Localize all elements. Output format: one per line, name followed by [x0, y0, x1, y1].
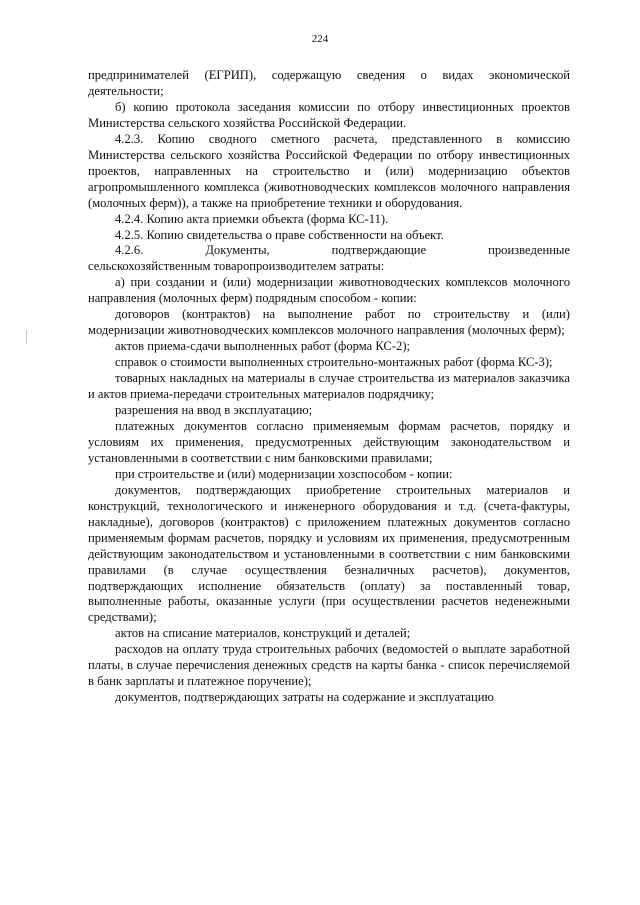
document-body [88, 68, 570, 706]
paragraph: расходов на оплату труда строительных рабочих (ведомостей о выплате заработной платы, в случае перечисления денежных средств на карты банка - список перечисляемой в банк зарплаты и платежное поручение); [88, 642, 570, 689]
paragraph: актов приема-сдачи выполненных работ (форма КС-2); [115, 339, 411, 354]
page-number: 224 [311, 33, 329, 45]
paragraph: б) копию протокола заседания комиссии по отбору инвестиционных проектов Министерства сельского хозяйства Российской Федерации. [88, 99, 570, 130]
paragraph: 4.2.4. Копию акта приемки объекта (форма КС-11). [115, 211, 389, 226]
paragraph: договоров (контрактов) на выполнение работ по строительству и (или) модернизации животноводческих комплексов молочного направления (молочных ферм); [88, 307, 570, 338]
paragraph: при строительстве и (или) модернизации хозспособом - копии: [115, 466, 453, 481]
paragraph: документов, подтверждающих затраты на содержание и эксплуатацию [115, 690, 494, 705]
paragraph: предпринимателей (ЕГРИП), содержащую сведения о видах экономической деятельности; [88, 68, 570, 98]
paragraph: актов на списание материалов, конструкций и деталей; [115, 626, 411, 641]
paragraph: сельскохозяйственным товаропроизводителем затраты: [88, 259, 385, 274]
margin-mark [26, 330, 27, 344]
paragraph: платежных документов согласно применяемым формам расчетов, порядку и условиям их применения, предусмотренных действующим законодательством и установленными в соответствии с ним банковскими правилами; [88, 418, 570, 465]
paragraph: 4.2.6. Документы, подтверждающие произведенные [115, 243, 570, 258]
paragraph: документов, подтверждающих приобретение строительных материалов и конструкций, технологического и инженерного оборудования и т.д. (счета-фактуры, накладные), договоров (контрактов) с приложением платежных документов согласно применяемым формам расчетов, порядку и условиям их применения, предусмотренным действующим законодательством и установленными в соответствии с ним банковскими правилами (в случае осуществления безналичных расчетов), документов, подтверждающих исполнение обязательств (оплату) за поставленный товар, выполненные работы, оказанные услуги (при осуществлении расчетов неденежными средствами); [88, 482, 570, 625]
paragraph: 4.2.3. Копию сводного сметного расчета, представленного в комиссию Министерства сельского хозяйства Российской Федерации по отбору инвестиционных проектов, направленных на строительство и (или) модернизацию объектов агропромышленного комплекса (животноводческих комплексов молочного направления (молочных ферм)), а также на приобретение техники и оборудования. [88, 131, 570, 210]
paragraph: 4.2.5. Копию свидетельства о праве собственности на объект. [115, 227, 444, 242]
paragraph: товарных накладных на материалы в случае строительства из материалов заказчика и актов приема-передачи строительных материалов подрядчику; [88, 371, 570, 402]
paragraph: справок о стоимости выполненных строительно-монтажных работ (форма КС-3); [115, 355, 553, 370]
paragraph: разрешения на ввод в эксплуатацию; [115, 403, 313, 418]
paragraph: а) при создании и (или) модернизации животноводческих комплексов молочного направления (молочных ферм) подрядным способом - копии: [88, 275, 570, 306]
